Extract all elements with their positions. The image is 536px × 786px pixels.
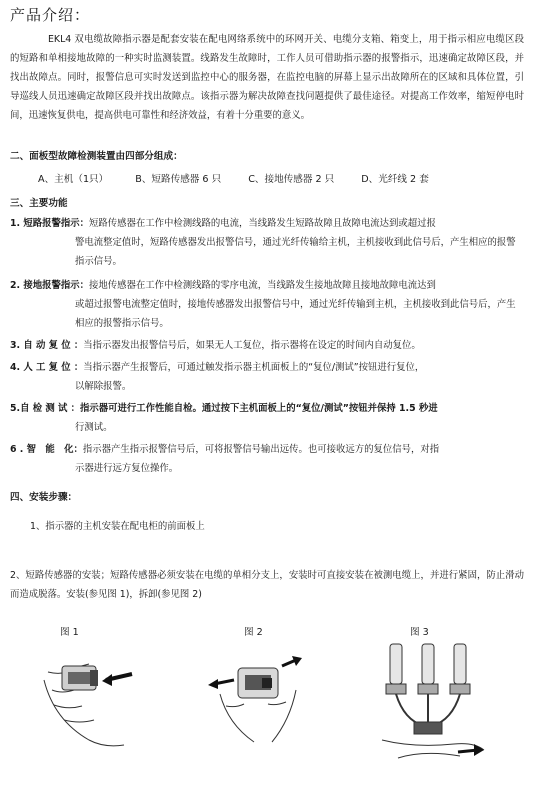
function-text-cont: 警电流整定值时，短路传感器发出报警信号，通过光纤传输给主机，主机接收到此信号后，产生相应的报警指示信号。	[75, 237, 516, 267]
function-text-cont: 或超过报警电流整定值时，接地传感器发出报警信号中，通过光纤传输到主机，主机接收到此信号后，产生相应的报警指示信号。	[75, 299, 516, 329]
install-step-2: 2、短路传感器的安装；短路传感器必须安装在电缆的单相分支上，安装时可直接安装在被测电缆上，并进行紧固，防止滑动而造成脱落。安装(参见图 1)，拆卸(参见图 2)	[10, 570, 524, 600]
figure-3-illustration	[374, 640, 498, 768]
function-text: 指示器可进行工作性能自检。通过按下主机面板上的“复位/测试”按钮并保持 1.5 秒进	[80, 403, 438, 414]
figure-2-label: 图 2	[244, 627, 263, 638]
parts-list	[38, 171, 456, 185]
function-text-cont: 行测试。	[75, 422, 113, 433]
part-a: A、主机（1只）	[38, 174, 109, 185]
function-text: 短路传感器在工作中检测线路的电流，当线路发生短路故障且故障电流达到或超过报	[88, 218, 436, 229]
function-item-6	[10, 440, 524, 478]
function-text-cont: 示器进行远方复位操作。	[75, 463, 179, 474]
figure-1-illustration	[34, 650, 154, 750]
function-lead: 1. 短路报警指示：	[10, 218, 89, 229]
figure-3-label: 图 3	[410, 627, 429, 638]
function-text: 指示器产生指示报警信号后，可将报警信号输出远传。也可接收远方的复位信号，对指	[82, 444, 440, 455]
section-3-heading: 三、主要功能	[10, 198, 68, 209]
section-2-heading: 二、面板型故障检测装置由四部分组成：	[10, 151, 183, 162]
section-4-heading: 四、安装步骤：	[10, 492, 78, 503]
function-text-cont: 以解除报警。	[75, 381, 132, 392]
intro-paragraph: EKL4 双电缆故障指示器是配套安装在配电网络系统中的环网开关、电缆分支箱、箱变上，用于指示相应电缆区段的短路和单相接地故障的一种实时监测装置。线路发生故障时，工作人员可借助指示器的报警指示，迅速确定故障区段，并找出故障点。同时，报警信息可实时发送到监控中心的服务器，在监控电脑的屏幕上显示出故障所在的区域和具体位置，引导巡线人员迅速确定故障区段并找出故障点。该指示器为解决故障查找问题提供了最佳途径。对提高工作效率，缩短停电时间，迅速恢复供电，提高供电可靠性和经济效益，有着十分重要的意义。	[10, 34, 524, 121]
function-item-3	[10, 336, 524, 355]
function-item-2	[10, 276, 524, 333]
function-text: 当指示器产生报警后，可通过触发指示器主机面板上的“复位/测试”按钮进行复位，	[83, 362, 425, 373]
function-lead: 2. 接地报警指示：	[10, 280, 89, 291]
function-lead: 3. 自 动 复 位 ：	[10, 340, 84, 351]
function-lead: 6 . 智 能 化：	[10, 444, 83, 455]
function-lead: 4. 人 工 复 位 ：	[10, 362, 84, 373]
function-text: 接地传感器在工作中检测线路的零序电流，当线路发生接地故障且接地故障电流达到	[88, 280, 436, 291]
figure-2-illustration	[200, 650, 310, 750]
function-lead: 5.自 检 测 试 ：	[10, 403, 81, 414]
part-c: C、接地传感器 2 只	[248, 174, 335, 185]
function-item-5	[10, 399, 524, 437]
install-step-1: 1、指示器的主机安装在配电柜的前面板上	[30, 521, 205, 532]
function-item-4	[10, 358, 524, 396]
function-item-1	[10, 214, 524, 271]
figure-1-label: 图 1	[60, 627, 79, 638]
part-d: D、光纤线 2 套	[361, 174, 429, 185]
sensor-body	[62, 666, 98, 690]
part-b: B、短路传感器 6 只	[135, 174, 222, 185]
function-text: 当指示器发出报警信号后，如果无人工复位，指示器将在设定的时间内自动复位。	[83, 340, 421, 351]
page-title: 产品介绍：	[10, 6, 91, 24]
